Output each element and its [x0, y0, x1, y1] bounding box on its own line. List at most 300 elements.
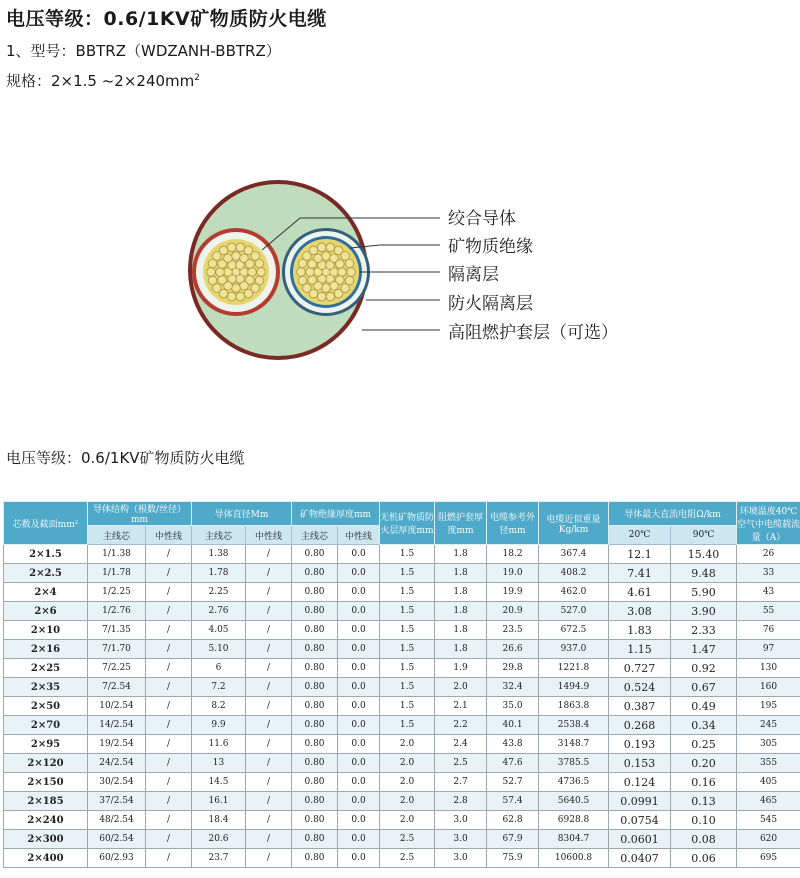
- cell-structure-neutral: /: [146, 545, 192, 564]
- cell-barrier: 2.0: [380, 811, 435, 830]
- table-row: [4, 754, 800, 773]
- cell-structure-main: 7/2.25: [88, 659, 146, 678]
- left-core-strands: [207, 243, 266, 301]
- conductor-strand: [213, 284, 222, 293]
- cell-diameter-main: 7.2: [192, 678, 246, 697]
- cell-diameter-neutral: /: [246, 640, 292, 659]
- cell-diameter-neutral: /: [246, 735, 292, 754]
- cell-resistance-90c: 0.16: [671, 773, 737, 792]
- cell-resistance-90c: 0.92: [671, 659, 737, 678]
- cell-ampacity: 33: [737, 564, 800, 583]
- cell-resistance-90c: 0.13: [671, 792, 737, 811]
- cell-insulation-neutral: 0.0: [338, 564, 380, 583]
- page-title: 电压等级：0.6/1KV矿物质防火电缆: [6, 8, 327, 30]
- cell-resistance-20c: 4.61: [609, 583, 671, 602]
- conductor-strand: [246, 260, 255, 269]
- conductor-strand: [309, 246, 318, 255]
- conductor-strand: [306, 268, 315, 277]
- cell-cores: 2×1.5: [4, 545, 88, 564]
- cell-cores: 2×25: [4, 659, 88, 678]
- table-subtitle: 电压等级：0.6/1KV矿物质防火电缆: [6, 449, 245, 467]
- header-barrier: 无机矿物质防火层厚度mm: [380, 502, 435, 545]
- cell-ampacity: 245: [737, 716, 800, 735]
- cell-cores: 2×185: [4, 792, 88, 811]
- cell-ampacity: 55: [737, 602, 800, 621]
- cell-sheath: 2.0: [435, 678, 487, 697]
- cell-diameter-main: 1.78: [192, 564, 246, 583]
- cell-barrier: 1.5: [380, 602, 435, 621]
- cell-insulation-main: 0.80: [292, 754, 338, 773]
- conductor-strand: [322, 252, 331, 261]
- cell-structure-main: 24/2.54: [88, 754, 146, 773]
- cell-insulation-neutral: 0.0: [338, 602, 380, 621]
- cell-insulation-main: 0.80: [292, 792, 338, 811]
- header-cores: 芯数及截面mm²: [4, 502, 88, 545]
- cell-ampacity: 26: [737, 545, 800, 564]
- cell-weight: 2538.4: [539, 716, 609, 735]
- conductor-strand: [308, 276, 317, 285]
- conductor-strand: [216, 268, 225, 277]
- cell-diameter-neutral: /: [246, 754, 292, 773]
- cell-structure-neutral: /: [146, 621, 192, 640]
- cell-diameter-neutral: /: [246, 621, 292, 640]
- cell-insulation-main: 0.80: [292, 621, 338, 640]
- cell-cores: 2×150: [4, 773, 88, 792]
- cell-diameter-main: 13: [192, 754, 246, 773]
- cell-resistance-20c: 0.0991: [609, 792, 671, 811]
- cell-resistance-20c: 0.0754: [609, 811, 671, 830]
- cell-diameter-neutral: /: [246, 716, 292, 735]
- conductor-strand: [244, 289, 253, 298]
- cell-insulation-main: 0.80: [292, 830, 338, 849]
- cell-cores: 2×300: [4, 830, 88, 849]
- cell-insulation-neutral: 0.0: [338, 583, 380, 602]
- table-row: [4, 811, 800, 830]
- cell-resistance-90c: 0.06: [671, 849, 737, 868]
- conductor-strand: [227, 292, 236, 301]
- table-row: [4, 583, 800, 602]
- conductor-strand: [232, 284, 241, 293]
- cell-insulation-neutral: 0.0: [338, 545, 380, 564]
- conductor-strand: [341, 252, 350, 261]
- cell-cores: 2×50: [4, 697, 88, 716]
- cell-resistance-90c: 2.33: [671, 621, 737, 640]
- spec-table-body: [4, 545, 800, 868]
- cell-structure-neutral: /: [146, 564, 192, 583]
- table-row: [4, 640, 800, 659]
- cell-resistance-20c: 0.153: [609, 754, 671, 773]
- cell-insulation-neutral: 0.0: [338, 640, 380, 659]
- cell-cores: 2×240: [4, 811, 88, 830]
- subheader-insulation-neutral: 中性线: [338, 526, 380, 545]
- subheader-structure-neutral: 中性线: [146, 526, 192, 545]
- cell-insulation-neutral: 0.0: [338, 659, 380, 678]
- cell-cores: 2×6: [4, 602, 88, 621]
- cell-barrier: 1.5: [380, 659, 435, 678]
- cell-resistance-90c: 0.34: [671, 716, 737, 735]
- cell-sheath: 3.0: [435, 811, 487, 830]
- table-row: [4, 773, 800, 792]
- cell-barrier: 1.5: [380, 621, 435, 640]
- conductor-strand: [336, 260, 345, 269]
- cell-weight: 937.0: [539, 640, 609, 659]
- cell-resistance-20c: 3.08: [609, 602, 671, 621]
- conductor-strand: [297, 268, 306, 277]
- cell-insulation-neutral: 0.0: [338, 716, 380, 735]
- cell-weight: 462.0: [539, 583, 609, 602]
- cell-structure-main: 10/2.54: [88, 697, 146, 716]
- header-ampacity: 环境温度40℃空气中电缆载流量（A）: [737, 502, 800, 545]
- cell-diameter-main: 14.5: [192, 773, 246, 792]
- table-row: [4, 792, 800, 811]
- cell-resistance-90c: 9.48: [671, 564, 737, 583]
- spec-line: [6, 70, 200, 91]
- table-row: [4, 564, 800, 583]
- cell-outer-diameter: 18.2: [487, 545, 539, 564]
- cell-ampacity: 695: [737, 849, 800, 868]
- cell-barrier: 2.0: [380, 792, 435, 811]
- cell-diameter-neutral: /: [246, 583, 292, 602]
- cell-outer-diameter: 43.8: [487, 735, 539, 754]
- conductor-strand: [345, 259, 354, 268]
- cell-sheath: 1.8: [435, 564, 487, 583]
- cell-ampacity: 465: [737, 792, 800, 811]
- cell-insulation-main: 0.80: [292, 697, 338, 716]
- cell-resistance-20c: 1.83: [609, 621, 671, 640]
- cell-ampacity: 195: [737, 697, 800, 716]
- conductor-strand: [317, 292, 326, 301]
- cell-outer-diameter: 47.6: [487, 754, 539, 773]
- conductor-strand: [227, 243, 236, 252]
- cell-sheath: 2.8: [435, 792, 487, 811]
- cell-ampacity: 545: [737, 811, 800, 830]
- conductor-strand: [255, 276, 264, 285]
- cell-diameter-neutral: /: [246, 697, 292, 716]
- cell-weight: 1221.8: [539, 659, 609, 678]
- cell-insulation-main: 0.80: [292, 659, 338, 678]
- conductor-strand: [255, 259, 264, 268]
- cell-insulation-neutral: 0.0: [338, 735, 380, 754]
- subheader-structure-main: 主线芯: [88, 526, 146, 545]
- cell-structure-neutral: /: [146, 583, 192, 602]
- table-header-row: [4, 502, 800, 526]
- model-line: 1、型号：BBTRZ（WDZANH-BBTRZ）: [6, 42, 281, 60]
- table-row: [4, 735, 800, 754]
- cell-weight: 6928.8: [539, 811, 609, 830]
- right-core-strands: [297, 243, 356, 301]
- cell-cores: 2×35: [4, 678, 88, 697]
- cell-resistance-90c: 0.20: [671, 754, 737, 773]
- cell-outer-diameter: 67.9: [487, 830, 539, 849]
- cell-cores: 2×120: [4, 754, 88, 773]
- cell-insulation-main: 0.80: [292, 849, 338, 868]
- cell-structure-main: 19/2.54: [88, 735, 146, 754]
- cell-barrier: 2.5: [380, 830, 435, 849]
- cell-diameter-main: 6: [192, 659, 246, 678]
- cell-resistance-20c: 1.15: [609, 640, 671, 659]
- cell-structure-main: 48/2.54: [88, 811, 146, 830]
- cell-resistance-90c: 0.67: [671, 678, 737, 697]
- cell-diameter-neutral: /: [246, 849, 292, 868]
- cell-diameter-main: 11.6: [192, 735, 246, 754]
- cell-structure-main: 1/2.76: [88, 602, 146, 621]
- cell-resistance-20c: 0.0407: [609, 849, 671, 868]
- cell-resistance-90c: 3.90: [671, 602, 737, 621]
- cell-ampacity: 43: [737, 583, 800, 602]
- cell-diameter-neutral: /: [246, 811, 292, 830]
- spec-table: [3, 501, 800, 868]
- conductor-strand: [330, 282, 339, 291]
- subheader-resistance-90c: 90℃: [671, 526, 737, 545]
- cell-insulation-main: 0.80: [292, 640, 338, 659]
- cell-insulation-neutral: 0.0: [338, 811, 380, 830]
- label-separator-layer: 隔离层: [448, 265, 499, 285]
- cell-barrier: 1.5: [380, 678, 435, 697]
- cell-resistance-20c: 0.387: [609, 697, 671, 716]
- cell-structure-neutral: /: [146, 697, 192, 716]
- cell-resistance-20c: 12.1: [609, 545, 671, 564]
- cell-resistance-90c: 0.25: [671, 735, 737, 754]
- cell-diameter-main: 1.38: [192, 545, 246, 564]
- cell-sheath: 2.2: [435, 716, 487, 735]
- cell-structure-main: 60/2.93: [88, 849, 146, 868]
- cell-barrier: 1.5: [380, 545, 435, 564]
- cell-weight: 672.5: [539, 621, 609, 640]
- header-outer-diameter: 电缆参考外径mm: [487, 502, 539, 545]
- cell-insulation-neutral: 0.0: [338, 830, 380, 849]
- cell-structure-main: 60/2.54: [88, 830, 146, 849]
- cell-weight: 4736.5: [539, 773, 609, 792]
- cell-diameter-main: 16.1: [192, 792, 246, 811]
- cell-diameter-main: 8.2: [192, 697, 246, 716]
- cell-outer-diameter: 40.1: [487, 716, 539, 735]
- cell-barrier: 1.5: [380, 697, 435, 716]
- cell-barrier: 2.0: [380, 773, 435, 792]
- cell-weight: 367.4: [539, 545, 609, 564]
- cell-diameter-main: 20.6: [192, 830, 246, 849]
- cell-outer-diameter: 20.9: [487, 602, 539, 621]
- conductor-strand: [338, 268, 347, 277]
- cell-sheath: 1.8: [435, 545, 487, 564]
- cell-resistance-20c: 0.124: [609, 773, 671, 792]
- cell-insulation-main: 0.80: [292, 678, 338, 697]
- cell-resistance-20c: 0.268: [609, 716, 671, 735]
- cell-resistance-20c: 7.41: [609, 564, 671, 583]
- cell-structure-main: 7/2.54: [88, 678, 146, 697]
- cell-weight: 10600.8: [539, 849, 609, 868]
- conductor-strand: [314, 254, 323, 263]
- cell-ampacity: 76: [737, 621, 800, 640]
- cell-outer-diameter: 75.9: [487, 849, 539, 868]
- cell-resistance-90c: 15.40: [671, 545, 737, 564]
- cell-insulation-main: 0.80: [292, 564, 338, 583]
- cell-cores: 2×70: [4, 716, 88, 735]
- cell-insulation-main: 0.80: [292, 545, 338, 564]
- cell-ampacity: 97: [737, 640, 800, 659]
- cell-diameter-main: 9.9: [192, 716, 246, 735]
- cell-diameter-main: 2.25: [192, 583, 246, 602]
- conductor-strand: [236, 292, 245, 301]
- cell-resistance-90c: 1.47: [671, 640, 737, 659]
- subheader-diameter-main: 主线芯: [192, 526, 246, 545]
- conductor-strand: [317, 243, 326, 252]
- label-mineral-insulation: 矿物质绝缘: [448, 237, 533, 257]
- conductor-strand: [298, 276, 307, 285]
- cell-sheath: 3.0: [435, 830, 487, 849]
- cell-structure-neutral: /: [146, 602, 192, 621]
- cell-sheath: 2.1: [435, 697, 487, 716]
- cell-outer-diameter: 32.4: [487, 678, 539, 697]
- cell-cores: 2×400: [4, 849, 88, 868]
- cell-structure-neutral: /: [146, 849, 192, 868]
- cell-diameter-neutral: /: [246, 545, 292, 564]
- cell-sheath: 2.5: [435, 754, 487, 773]
- cell-sheath: 1.9: [435, 659, 487, 678]
- table-row: [4, 678, 800, 697]
- cell-ampacity: 405: [737, 773, 800, 792]
- conductor-strand: [326, 243, 335, 252]
- cell-barrier: 1.5: [380, 716, 435, 735]
- cell-structure-main: 14/2.54: [88, 716, 146, 735]
- cell-insulation-main: 0.80: [292, 716, 338, 735]
- cell-sheath: 3.0: [435, 849, 487, 868]
- cell-structure-neutral: /: [146, 830, 192, 849]
- cell-insulation-neutral: 0.0: [338, 849, 380, 868]
- cell-structure-main: 7/1.35: [88, 621, 146, 640]
- cell-outer-diameter: 57.4: [487, 792, 539, 811]
- header-diameter: 导体直径Mm: [192, 502, 292, 526]
- cell-resistance-20c: 0.727: [609, 659, 671, 678]
- conductor-strand: [208, 259, 217, 268]
- cell-insulation-main: 0.80: [292, 735, 338, 754]
- conductor-strand: [298, 259, 307, 268]
- subheader-resistance-20c: 20℃: [609, 526, 671, 545]
- conductor-strand: [218, 276, 227, 285]
- conductor-strand: [334, 289, 343, 298]
- cell-resistance-90c: 5.90: [671, 583, 737, 602]
- table-row: [4, 621, 800, 640]
- cell-cores: 2×2.5: [4, 564, 88, 583]
- cell-outer-diameter: 62.8: [487, 811, 539, 830]
- cell-weight: 8304.7: [539, 830, 609, 849]
- cell-barrier: 1.5: [380, 640, 435, 659]
- cell-outer-diameter: 35.0: [487, 697, 539, 716]
- label-fire-barrier-layer: 防火隔离层: [448, 294, 533, 314]
- conductor-strand: [236, 243, 245, 252]
- cell-resistance-20c: 0.524: [609, 678, 671, 697]
- cell-diameter-neutral: /: [246, 830, 292, 849]
- cell-weight: 527.0: [539, 602, 609, 621]
- cell-ampacity: 305: [737, 735, 800, 754]
- cell-insulation-main: 0.80: [292, 773, 338, 792]
- cell-ampacity: 355: [737, 754, 800, 773]
- cell-structure-main: 1/1.78: [88, 564, 146, 583]
- cell-diameter-neutral: /: [246, 659, 292, 678]
- cell-cores: 2×4: [4, 583, 88, 602]
- header-structure: 导体结构（根数/丝径）mm: [88, 502, 192, 526]
- conductor-strand: [251, 252, 260, 261]
- conductor-strand: [232, 252, 241, 261]
- conductor-strand: [207, 268, 216, 277]
- cell-structure-main: 7/1.70: [88, 640, 146, 659]
- cell-resistance-20c: 0.0601: [609, 830, 671, 849]
- cell-structure-neutral: /: [146, 811, 192, 830]
- table-row: [4, 849, 800, 868]
- header-resistance: 导体最大直流电阻Ω/km: [609, 502, 737, 526]
- cell-ampacity: 160: [737, 678, 800, 697]
- cell-diameter-neutral: /: [246, 564, 292, 583]
- label-sheath-layer: 高阻燃护套层（可选）: [448, 323, 618, 343]
- cell-structure-main: 1/1.38: [88, 545, 146, 564]
- table-row: [4, 830, 800, 849]
- cell-structure-neutral: /: [146, 754, 192, 773]
- table-row: [4, 659, 800, 678]
- cell-diameter-main: 2.76: [192, 602, 246, 621]
- header-insulation: 矿物绝缘厚度mm: [292, 502, 380, 526]
- cell-weight: 1494.9: [539, 678, 609, 697]
- cell-structure-main: 1/2.25: [88, 583, 146, 602]
- cell-outer-diameter: 19.9: [487, 583, 539, 602]
- cell-barrier: 1.5: [380, 564, 435, 583]
- conductor-strand: [303, 284, 312, 293]
- cell-structure-neutral: /: [146, 792, 192, 811]
- cell-structure-neutral: /: [146, 773, 192, 792]
- conductor-strand: [219, 246, 228, 255]
- cell-insulation-main: 0.80: [292, 583, 338, 602]
- cell-outer-diameter: 29.8: [487, 659, 539, 678]
- table-row: [4, 716, 800, 735]
- cell-weight: 5640.5: [539, 792, 609, 811]
- cell-ampacity: 130: [737, 659, 800, 678]
- cell-structure-neutral: /: [146, 716, 192, 735]
- cell-sheath: 2.7: [435, 773, 487, 792]
- cell-insulation-neutral: 0.0: [338, 754, 380, 773]
- spec-superscript: 2: [194, 73, 201, 83]
- conductor-strand: [208, 276, 217, 285]
- cell-barrier: 1.5: [380, 583, 435, 602]
- cell-barrier: 2.5: [380, 849, 435, 868]
- conductor-strand: [326, 292, 335, 301]
- cell-weight: 3148.7: [539, 735, 609, 754]
- cell-sheath: 1.8: [435, 621, 487, 640]
- cell-sheath: 1.8: [435, 640, 487, 659]
- table-row: [4, 545, 800, 564]
- conductor-strand: [248, 268, 257, 277]
- label-stranded-conductor: 绞合导体: [448, 209, 516, 229]
- conductor-strand: [240, 282, 249, 291]
- cell-cores: 2×16: [4, 640, 88, 659]
- cell-insulation-neutral: 0.0: [338, 621, 380, 640]
- cell-sheath: 2.4: [435, 735, 487, 754]
- cell-sheath: 1.8: [435, 602, 487, 621]
- cell-structure-main: 30/2.54: [88, 773, 146, 792]
- cell-structure-main: 37/2.54: [88, 792, 146, 811]
- cell-diameter-main: 4.05: [192, 621, 246, 640]
- cell-structure-neutral: /: [146, 735, 192, 754]
- conductor-strand: [347, 268, 356, 277]
- cell-structure-neutral: /: [146, 640, 192, 659]
- conductor-strand: [322, 284, 331, 293]
- cell-insulation-neutral: 0.0: [338, 697, 380, 716]
- header-weight: 电缆近似重量Kg/km: [539, 502, 609, 545]
- cell-cores: 2×10: [4, 621, 88, 640]
- conductor-strand: [345, 276, 354, 285]
- cell-insulation-neutral: 0.0: [338, 773, 380, 792]
- cell-ampacity: 620: [737, 830, 800, 849]
- cell-barrier: 2.0: [380, 754, 435, 773]
- cell-outer-diameter: 23.5: [487, 621, 539, 640]
- cell-insulation-main: 0.80: [292, 811, 338, 830]
